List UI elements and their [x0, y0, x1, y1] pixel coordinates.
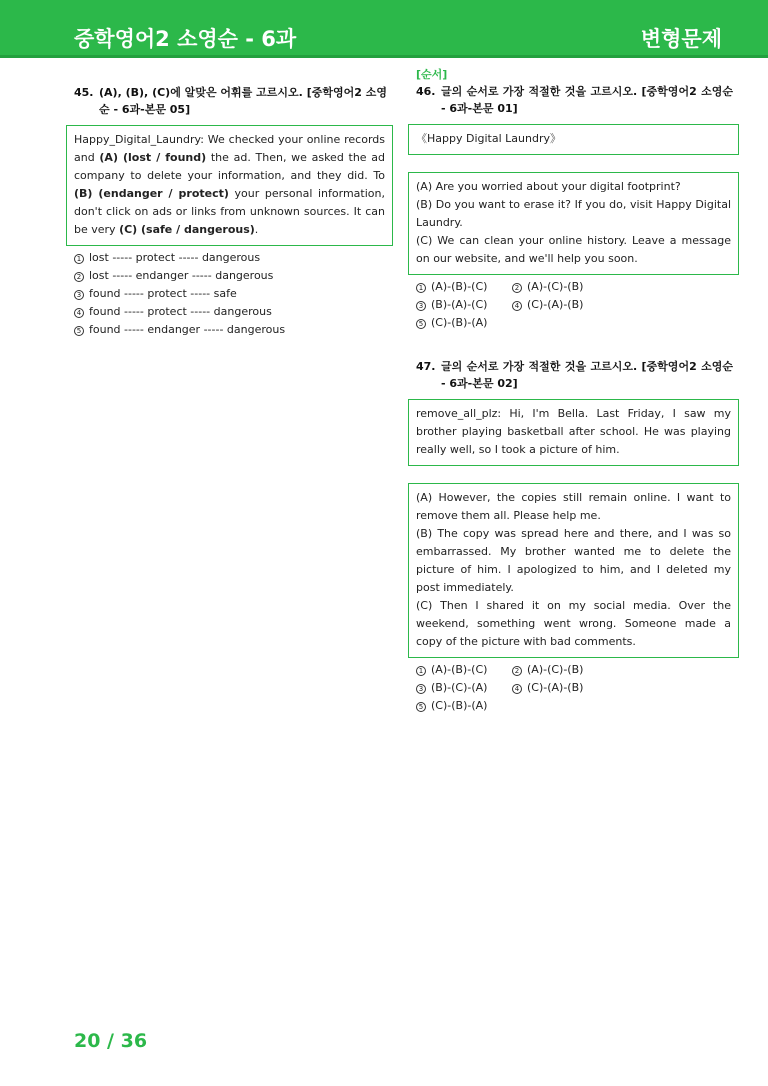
blank-b: (B) (endanger / protect) [74, 187, 229, 200]
circle-number-icon: 5 [416, 702, 426, 712]
choice-5[interactable]: 5 (C)-(B)-(A) [416, 314, 512, 332]
question-number: 45. [74, 86, 94, 99]
question-46 [408, 83, 739, 332]
question-number: 47. [416, 360, 436, 373]
choice-2[interactable]: 2 (A)-(C)-(B) [512, 278, 608, 296]
question-title [408, 83, 739, 117]
choice-3[interactable]: 3 found ----- protect ----- safe [74, 285, 393, 303]
header-title: 중학영어2 소영순 - 6과 [74, 27, 297, 51]
paragraph-c: (C) We can clean your online history. Leave a message on our website, and we'll help you soon. [416, 234, 731, 265]
choice-5[interactable]: 5 (C)-(B)-(A) [416, 697, 512, 715]
passage-text: your personal information, don't click on ads or links from unknown sources. It can be very [74, 187, 385, 236]
choice-1[interactable]: 1 (A)-(B)-(C) [416, 661, 512, 679]
blank-a: (A) (lost / found) [99, 151, 207, 164]
passage-box [408, 172, 739, 275]
circle-number-icon: 3 [416, 684, 426, 694]
choice-4[interactable]: 4 found ----- protect ----- dangerous [74, 303, 393, 321]
choice-3[interactable]: 3 (B)-(C)-(A) [416, 679, 512, 697]
choice-3[interactable]: 3 (B)-(A)-(C) [416, 296, 512, 314]
intro-box: remove_all_plz: Hi, I'm Bella. Last Friday, I saw my brother playing basketball after school. He was playing really well, so I took a picture of him. [408, 399, 739, 466]
choice-4[interactable]: 4 (C)-(A)-(B) [512, 679, 608, 697]
choice-2[interactable]: 2 (A)-(C)-(B) [512, 661, 608, 679]
circle-number-icon: 3 [416, 301, 426, 311]
blank-c: (C) (safe / dangerous) [119, 223, 255, 236]
passage-text: the ad. Then, we asked the ad company to delete your information, and they did. To [74, 151, 385, 182]
question-number: 46. [416, 85, 436, 98]
circle-number-icon: 5 [416, 319, 426, 329]
circle-number-icon: 1 [416, 666, 426, 676]
passage-text: . [254, 223, 259, 236]
paragraph-a: (A) However, the copies still remain online. I want to remove them all. Please help me. [416, 491, 731, 522]
paragraph-b: (B) The copy was spread here and there, and I was so embarrassed. My brother wanted me to delete the picture of him. I apologized to him, and I deleted my post immediately. [416, 527, 731, 594]
question-text: (A), (B), (C)에 알맞은 어휘를 고르시오. [중학영어2 소영순 - 6과-본문 05] [99, 86, 387, 116]
question-title [66, 84, 393, 118]
circle-number-icon: 5 [74, 326, 84, 336]
intro-box: 《Happy Digital Laundry》 [408, 124, 739, 155]
question-47 [408, 358, 739, 715]
circle-number-icon: 4 [512, 301, 522, 311]
choice-2[interactable]: 2 lost ----- endanger ----- dangerous [74, 267, 393, 285]
question-title [408, 358, 739, 392]
circle-number-icon: 2 [74, 272, 84, 282]
circle-number-icon: 1 [74, 254, 84, 264]
circle-number-icon: 3 [74, 290, 84, 300]
right-column [408, 66, 739, 715]
circle-number-icon: 2 [512, 283, 522, 293]
paragraph-b: (B) Do you want to erase it? If you do, visit Happy Digital Laundry. [416, 198, 731, 229]
paragraph-a: (A) Are you worried about your digital footprint? [416, 180, 681, 193]
question-text: 글의 순서로 가장 적절한 것을 고르시오. [중학영어2 소영순 - 6과-본문 01] [441, 85, 733, 115]
page-number: 20 / 36 [74, 1030, 148, 1052]
choice-1[interactable]: 1 lost ----- protect ----- dangerous [74, 249, 393, 267]
header-badge: 변형문제 [640, 27, 722, 51]
choice-4[interactable]: 4 (C)-(A)-(B) [512, 296, 608, 314]
choice-list [66, 249, 393, 339]
passage-box [66, 125, 393, 246]
passage-text: Happy_Digital_Laundry: We checked your online records and [74, 133, 385, 164]
circle-number-icon: 4 [512, 684, 522, 694]
paragraph-c: (C) Then I shared it on my social media. Over the weekend, something went wrong. Someone made a copy of the picture with bad comments. [416, 599, 731, 648]
question-45 [66, 84, 393, 339]
question-text: 글의 순서로 가장 적절한 것을 고르시오. [중학영어2 소영순 - 6과-본문 02] [441, 360, 733, 390]
circle-number-icon: 1 [416, 283, 426, 293]
page-header [0, 0, 768, 58]
circle-number-icon: 2 [512, 666, 522, 676]
choice-list [408, 661, 739, 715]
choice-1[interactable]: 1 (A)-(B)-(C) [416, 278, 512, 296]
choice-5[interactable]: 5 found ----- endanger ----- dangerous [74, 321, 393, 339]
category-tag: [순서] [416, 68, 448, 81]
circle-number-icon: 4 [74, 308, 84, 318]
passage-box [408, 483, 739, 658]
choice-list [408, 278, 739, 332]
